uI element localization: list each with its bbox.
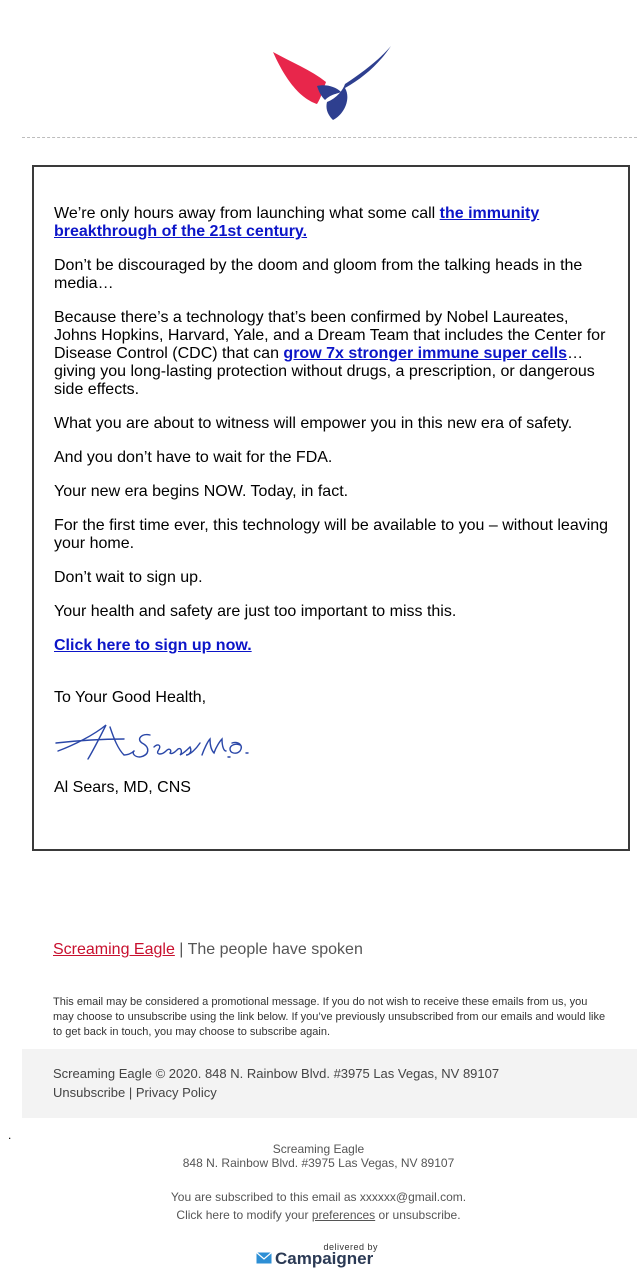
delivered-by-label: delivered by xyxy=(323,1242,378,1252)
paragraph-doom: Don’t be discouraged by the doom and gloom from the talking heads in the media… xyxy=(54,257,583,292)
paragraph-dont-wait: Don’t wait to sign up. xyxy=(54,569,203,586)
signature-image xyxy=(54,721,254,765)
immunity-breakthrough-link[interactable]: the immunity breakthrough of the 21st century. xyxy=(54,205,540,240)
preferences-link[interactable]: preferences xyxy=(311,1208,376,1222)
sign-up-link[interactable]: Click here to sign up now. xyxy=(54,637,252,654)
footer-tagline: | The people have spoken xyxy=(174,941,363,958)
subscribed-notice: You are subscribed to this email as xxxxxx@gmail.com. xyxy=(170,1190,467,1204)
paragraph-technology: Because there’s a technology that’s been confirmed by Nobel Laureates, Johns Hopkins, Harvard, Yale, and a Dream Team that includes the Center for Disease Control (CDC) that can grow 7x stronger immune super cells… giving you long-lasting protection without drugs, a prescription, or dangerous side effects. xyxy=(54,309,606,398)
closing-line: To Your Good Health, xyxy=(54,689,207,706)
modify-notice: Click here to modify your preferences or unsubscribe. xyxy=(176,1208,461,1222)
signer-name: Al Sears, MD, CNS xyxy=(54,779,191,796)
legal-notice: This email may be considered a promotional message. If you do not wish to receive these emails from us, you may choose to unsubscribe using the link below. If you’ve previously unsubscribed from our emails and would like to get back in touch, you may choose to subscribe again. xyxy=(53,996,606,1038)
footer-brand-line xyxy=(53,941,363,959)
campaigner-company: Screaming Eagle xyxy=(272,1142,365,1156)
immune-super-cells-link[interactable]: grow 7x stronger immune super cells xyxy=(283,345,568,362)
campaigner-footer xyxy=(0,1142,637,1222)
paragraph-witness: What you are about to witness will empower you in this new era of safety. xyxy=(54,415,573,432)
paragraph-fda: And you don’t have to wait for the FDA. xyxy=(54,449,333,466)
unsubscribe-link[interactable]: Unsubscribe xyxy=(53,1085,126,1100)
message-body xyxy=(54,205,612,813)
paragraph-cta xyxy=(54,637,612,655)
company-address: Screaming Eagle © 2020. 848 N. Rainbow Blvd. #3975 Las Vegas, NV 89107 xyxy=(53,1066,500,1081)
address-band xyxy=(22,1049,637,1118)
campaigner-logo[interactable] xyxy=(256,1242,382,1270)
paragraph-health: Your health and safety are just too important to miss this. xyxy=(54,603,457,620)
paragraph-first-time: For the first time ever, this technology will be available to you – without leaving your home. xyxy=(54,517,609,552)
screaming-eagle-logo xyxy=(271,44,393,122)
stray-dot: . xyxy=(8,1128,12,1142)
campaigner-wordmark: Campaigner xyxy=(275,1249,374,1268)
paragraph-new-era: Your new era begins NOW. Today, in fact. xyxy=(54,483,349,500)
footer-links: Unsubscribe | Privacy Policy xyxy=(53,1085,217,1100)
envelope-icon xyxy=(256,1252,272,1264)
screaming-eagle-link[interactable]: Screaming Eagle xyxy=(53,941,175,958)
privacy-policy-link[interactable]: Privacy Policy xyxy=(135,1085,217,1100)
message-card xyxy=(32,165,630,851)
header-divider xyxy=(22,137,637,138)
campaigner-address: 848 N. Rainbow Blvd. #3975 Las Vegas, NV 89107 xyxy=(182,1156,455,1170)
paragraph-intro: We’re only hours away from launching what some call the immunity breakthrough of the 21st century. xyxy=(54,205,540,240)
